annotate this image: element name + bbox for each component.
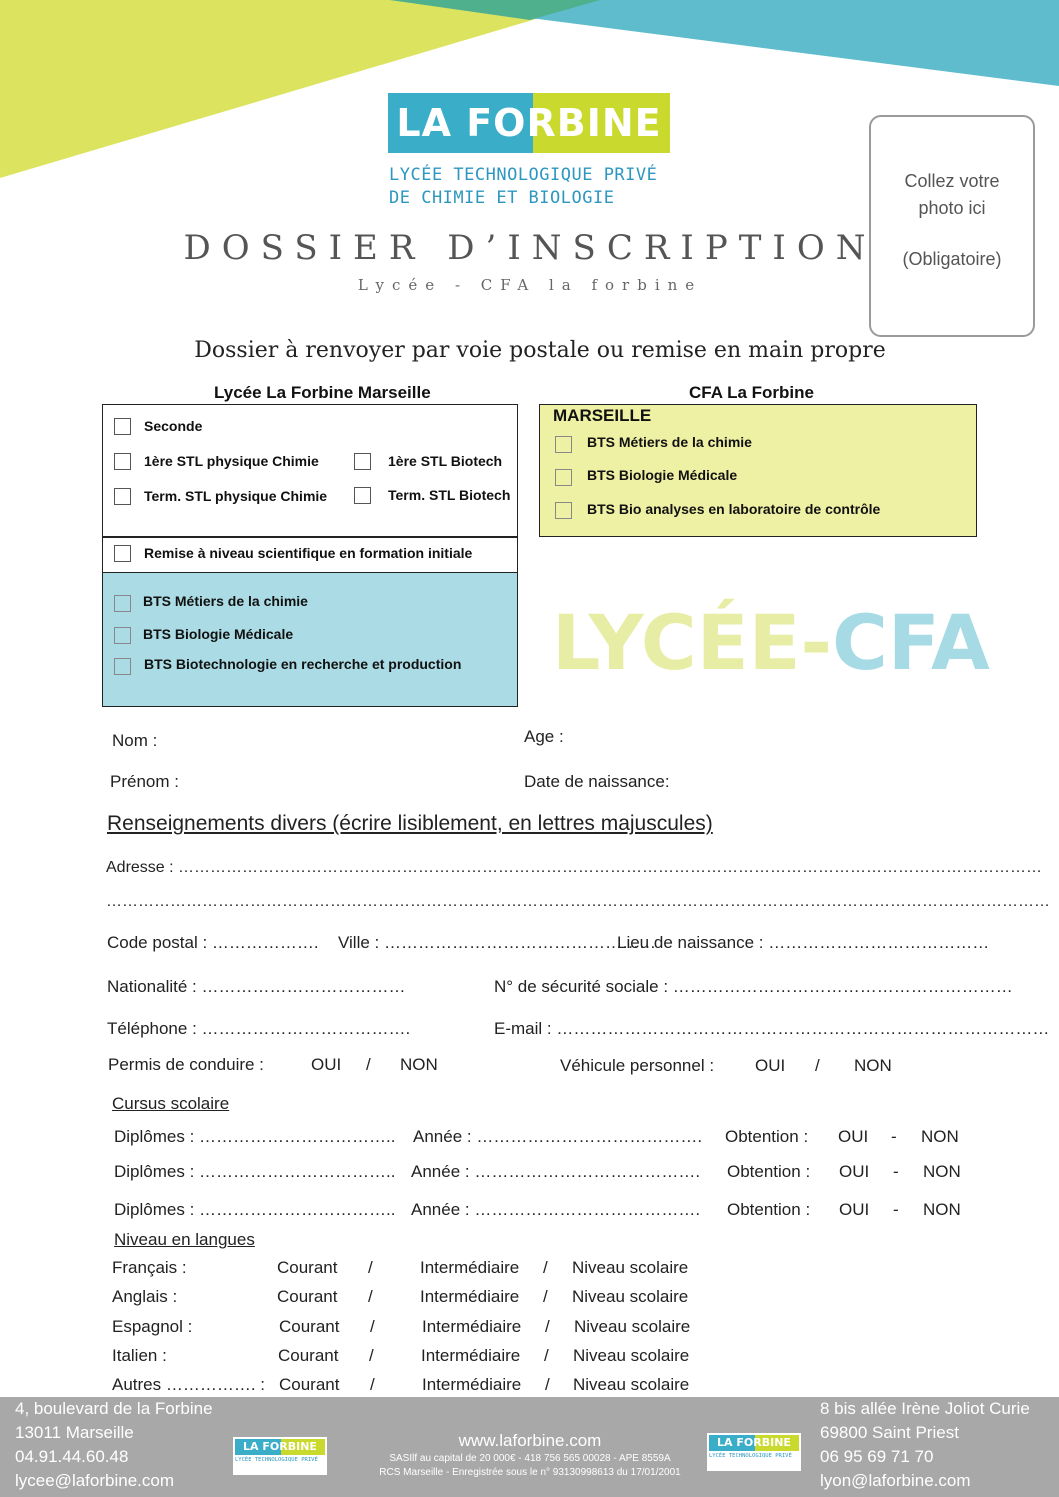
langue-anglais: Anglais : (112, 1287, 178, 1306)
cfa-heading: CFA La Forbine (689, 383, 814, 402)
footer-logo-left-text: LA FORBINE (243, 1440, 317, 1453)
intro-text: Dossier à renvoyer par voie postale ou remise en main propre (194, 338, 886, 363)
footer-website[interactable]: www.laforbine.com (458, 1431, 602, 1450)
option-lycee-bts-chimie: BTS Métiers de la chimie (143, 593, 308, 609)
francais-slash-2: / (543, 1258, 548, 1277)
checkbox-lycee-bts-biologie[interactable] (114, 627, 131, 644)
cursus-heading: Cursus scolaire (112, 1094, 230, 1113)
autres-slash-1: / (370, 1375, 375, 1394)
francais-courant[interactable]: Courant (277, 1258, 338, 1277)
footer-logo-right-sub: LYCÉE TECHNOLOGIQUE PRIVÉ (709, 1453, 792, 1459)
lieu-naissance-field[interactable]: Lieu de naissance : ………………………………… (617, 933, 990, 952)
logo: LA FORBINE (388, 93, 670, 153)
francais-slash-1: / (368, 1258, 373, 1277)
code-postal-field[interactable]: Code postal : ………………. (107, 933, 319, 952)
option-cfa-bts-chimie: BTS Métiers de la chimie (587, 434, 752, 450)
obtention-dash-1: - (891, 1127, 897, 1146)
anglais-intermediaire[interactable]: Intermédiaire (420, 1287, 520, 1306)
italien-slash-2: / (544, 1346, 549, 1365)
autres-slash-2: / (545, 1375, 550, 1394)
permis-slash: / (366, 1055, 371, 1074)
footer-address-line2: 13011 Marseille (15, 1423, 134, 1442)
annee-field-2[interactable]: Année : …………………………………. (411, 1162, 701, 1181)
diplome-field-1[interactable]: Diplômes : …………………………….. (114, 1127, 396, 1146)
obtention-non-1[interactable]: NON (921, 1127, 959, 1146)
checkbox-term-stl-biotech[interactable] (354, 487, 371, 504)
footer-legal-1: SASIlf au capital de 20 000€ - 418 756 565 00028 - APE 8559A (389, 1453, 671, 1464)
anglais-scolaire[interactable]: Niveau scolaire (572, 1287, 689, 1306)
langues-heading: Niveau en langues (114, 1230, 255, 1249)
option-cfa-bts-biologie: BTS Biologie Médicale (587, 467, 738, 483)
checkbox-1ere-stl-physique[interactable] (114, 453, 131, 470)
italien-scolaire[interactable]: Niveau scolaire (573, 1346, 690, 1365)
nationalite-field[interactable]: Nationalité : ……………………………… (107, 977, 406, 996)
espagnol-slash-1: / (370, 1317, 375, 1336)
banner-lycee: LYCÉE- (552, 598, 833, 687)
footer-logo-right-text: LA FORBINE (717, 1436, 791, 1449)
footer-address-lyon-2: 69800 Saint Priest (820, 1423, 959, 1442)
vehicule-label: Véhicule personnel : (560, 1056, 715, 1075)
langue-autres[interactable]: Autres ……………. : (112, 1375, 266, 1394)
italien-courant[interactable]: Courant (278, 1346, 339, 1365)
autres-intermediaire[interactable]: Intermédiaire (422, 1375, 522, 1394)
footer-logo-right (707, 1433, 801, 1471)
autres-courant[interactable]: Courant (279, 1375, 340, 1394)
checkbox-cfa-bts-chimie[interactable] (555, 436, 572, 453)
vehicule-slash: / (815, 1056, 820, 1075)
cfa-city: MARSEILLE (553, 406, 652, 425)
logo-subtitle-1: LYCÉE TECHNOLOGIQUE PRIVÉ (389, 165, 658, 185)
italien-slash-1: / (369, 1346, 374, 1365)
option-lycee-bts-biologie: BTS Biologie Médicale (143, 626, 294, 642)
footer-address-line1: 4, boulevard de la Forbine (15, 1399, 213, 1418)
option-1ere-stl-biotech: 1ère STL Biotech (388, 453, 503, 469)
francais-intermediaire[interactable]: Intermédiaire (420, 1258, 520, 1277)
logo-subtitle-2: DE CHIMIE ET BIOLOGIE (389, 188, 615, 208)
anglais-slash-1: / (368, 1287, 373, 1306)
permis-non[interactable]: NON (400, 1055, 438, 1074)
espagnol-slash-2: / (545, 1317, 550, 1336)
espagnol-intermediaire[interactable]: Intermédiaire (422, 1317, 522, 1336)
lycee-heading: Lycée La Forbine Marseille (214, 383, 431, 402)
obtention-label-2: Obtention : (727, 1162, 811, 1181)
checkbox-lycee-bts-chimie[interactable] (114, 595, 131, 612)
annee-field-3[interactable]: Année : …………………………………. (411, 1200, 701, 1219)
langue-francais: Français : (112, 1258, 187, 1277)
obtention-oui-1[interactable]: OUI (838, 1127, 869, 1146)
obtention-dash-2: - (893, 1162, 899, 1181)
option-lycee-bts-biotech: BTS Biotechnologie en recherche et production (144, 656, 462, 672)
obtention-oui-3[interactable]: OUI (839, 1200, 870, 1219)
footer-phone-marseille: 04.91.44.60.48 (15, 1447, 129, 1466)
option-term-stl-physique: Term. STL physique Chimie (144, 488, 328, 504)
vehicule-non[interactable]: NON (854, 1056, 892, 1075)
footer-phone-lyon: 06 95 69 71 70 (820, 1447, 934, 1466)
page-subtitle: Lycée - CFA la forbine (357, 276, 703, 294)
espagnol-courant[interactable]: Courant (279, 1317, 340, 1336)
diplome-field-2[interactable]: Diplômes : …………………………….. (114, 1162, 396, 1181)
obtention-oui-2[interactable]: OUI (839, 1162, 870, 1181)
photo-box (869, 115, 1035, 337)
vehicule-oui[interactable]: OUI (755, 1056, 786, 1075)
telephone-field[interactable]: Téléphone : ………………………………. (107, 1019, 411, 1038)
obtention-dash-3: - (893, 1200, 899, 1219)
email-field[interactable]: E-mail : …………………………………………………………………………… (494, 1019, 1050, 1038)
checkbox-cfa-bts-biologie[interactable] (555, 469, 572, 486)
nom-label: Nom : (112, 731, 158, 750)
banner-cfa: CFA (832, 598, 990, 687)
obtention-label-1: Obtention : (725, 1127, 809, 1146)
footer-logo-left (233, 1437, 327, 1475)
checkbox-term-stl-physique[interactable] (114, 488, 131, 505)
footer-address-lyon-1: 8 bis allée Irène Joliot Curie (820, 1399, 1030, 1418)
footer (0, 1397, 1059, 1497)
permis-label: Permis de conduire : (108, 1055, 264, 1074)
checkbox-1ere-stl-biotech[interactable] (354, 453, 371, 470)
lycee-cfa-banner (552, 598, 990, 687)
permis-oui[interactable]: OUI (311, 1055, 342, 1074)
photo-text-3: (Obligatoire) (902, 249, 1002, 269)
option-cfa-bts-bioanalyses: BTS Bio analyses en laboratoire de contrôle (587, 501, 881, 517)
checkbox-lycee-bts-biotech[interactable] (114, 658, 131, 675)
espagnol-scolaire[interactable]: Niveau scolaire (574, 1317, 691, 1336)
option-seconde: Seconde (144, 418, 203, 434)
footer-logo-left-sub: LYCÉE TECHNOLOGIQUE PRIVÉ (235, 1457, 318, 1463)
page-title: DOSSIER D’INSCRIPTION (183, 228, 877, 268)
renseignements-heading: Renseignements divers (écrire lisiblement, en lettres majuscules) (107, 812, 713, 835)
anglais-courant[interactable]: Courant (277, 1287, 338, 1306)
photo-text-2: photo ici (918, 198, 986, 218)
italien-intermediaire[interactable]: Intermédiaire (421, 1346, 521, 1365)
ville-field[interactable]: Ville : ………………………………………… (338, 933, 656, 952)
anglais-slash-2: / (543, 1287, 548, 1306)
securite-sociale-field[interactable]: N° de sécurité sociale : …………………………………………………… (494, 977, 1013, 996)
obtention-non-2[interactable]: NON (923, 1162, 961, 1181)
option-1ere-stl-physique: 1ère STL physique Chimie (144, 453, 319, 469)
option-remise-niveau: Remise à niveau scientifique en formation initiale (144, 545, 473, 561)
autres-scolaire[interactable]: Niveau scolaire (573, 1375, 690, 1394)
francais-scolaire[interactable]: Niveau scolaire (572, 1258, 689, 1277)
prenom-label: Prénom : (110, 772, 179, 791)
option-term-stl-biotech: Term. STL Biotech (388, 487, 511, 503)
age-label: Age : (524, 727, 564, 746)
footer-email-lyon[interactable]: lyon@laforbine.com (820, 1471, 971, 1490)
adresse-field-2[interactable]: …………………………………………………………………………………………………………………………………………………………… (106, 893, 1050, 910)
footer-legal-2: RCS Marseille - Enregistrée sous le n° 93130998613 du 17/01/2001 (379, 1467, 681, 1478)
photo-text-1: Collez votre (904, 171, 1000, 191)
checkbox-seconde[interactable] (114, 418, 131, 435)
obtention-label-3: Obtention : (727, 1200, 811, 1219)
naissance-label: Date de naissance: (524, 772, 670, 791)
footer-email-marseille[interactable]: lycee@laforbine.com (15, 1471, 174, 1490)
adresse-field[interactable]: Adresse : ……………………………………………………………………………………………………………………………………………… (106, 859, 1043, 876)
langue-italien: Italien : (112, 1346, 167, 1365)
checkbox-remise-niveau[interactable] (114, 545, 131, 562)
annee-field-1[interactable]: Année : …………………………………. (413, 1127, 703, 1146)
diplome-field-3[interactable]: Diplômes : …………………………….. (114, 1200, 396, 1219)
langue-espagnol: Espagnol : (112, 1317, 193, 1336)
checkbox-cfa-bts-bioanalyses[interactable] (555, 502, 572, 519)
obtention-non-3[interactable]: NON (923, 1200, 961, 1219)
